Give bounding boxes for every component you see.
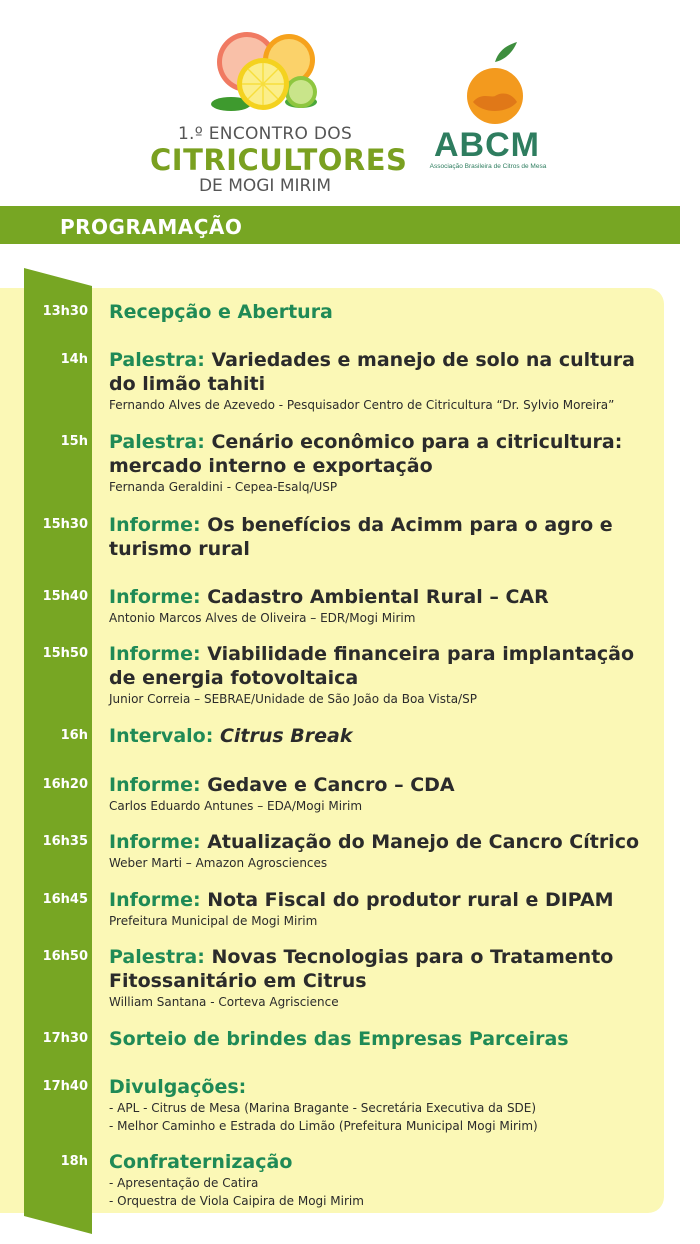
item-title-line2: Fitossanitário em Citrus — [109, 970, 367, 992]
programacao-banner — [0, 206, 680, 244]
item-kind: Informe: — [109, 774, 201, 796]
item-title-line1: Cenário econômico para a citricultura: — [211, 431, 623, 453]
event-title-line2: CITRICULTORES — [150, 143, 408, 177]
item-kind: Informe: — [109, 514, 201, 536]
citrus-fruits-illustration — [205, 22, 325, 117]
time-label: 16h50 — [42, 949, 88, 964]
item-speaker: Fernando Alves de Azevedo - Pesquisador Centro de Citricultura “Dr. Sylvio Moreira” — [109, 398, 615, 412]
item-title — [109, 348, 669, 372]
item-kind: Intervalo: — [109, 725, 214, 747]
item-detail-2: - Orquestra de Viola Caipira de Mogi Mirim — [109, 1194, 364, 1208]
time-label: 14h — [60, 352, 88, 367]
item-title — [109, 830, 669, 854]
item-title — [109, 585, 669, 609]
item-title-line1: Cadastro Ambiental Rural – CAR — [207, 586, 549, 608]
event-title-line3: DE MOGI MIRIM — [198, 176, 332, 196]
item-detail-1: - APL - Citrus de Mesa (Marina Bragante - Secretária Executiva da SDE) — [109, 1101, 537, 1115]
item-title-line1: Variedades e manejo de solo na cultura — [211, 349, 635, 371]
item-kind: Palestra: — [109, 431, 205, 453]
time-label: 13h30 — [42, 304, 88, 319]
item-heading: Confraternização — [109, 1151, 293, 1173]
item-heading: Sorteio de brindes das Empresas Parceiras — [109, 1028, 569, 1050]
time-label: 15h — [60, 434, 88, 449]
item-kind: Informe: — [109, 586, 201, 608]
time-label: 15h50 — [42, 646, 88, 661]
item-detail-2: - Melhor Caminho e Estrada do Limão (Prefeitura Municipal Mogi Mirim) — [109, 1119, 538, 1133]
time-label: 17h40 — [42, 1079, 88, 1094]
item-kind: Informe: — [109, 643, 201, 665]
item-title-line1: Nota Fiscal do produtor rural e DIPAM — [207, 889, 614, 911]
item-title — [109, 888, 669, 912]
item-speaker: Carlos Eduardo Antunes – EDA/Mogi Mirim — [109, 799, 363, 813]
time-label: 15h40 — [42, 589, 88, 604]
abcm-name: ABCM — [434, 126, 540, 164]
time-label: 16h — [60, 728, 88, 743]
item-title-line1: Viabilidade financeira para implantação — [207, 643, 635, 665]
item-kind: Informe: — [109, 889, 201, 911]
item-title — [109, 945, 669, 969]
time-label: 16h35 — [42, 834, 88, 849]
item-title — [109, 724, 669, 748]
item-kind: Palestra: — [109, 946, 205, 968]
time-label: 17h30 — [42, 1031, 88, 1046]
item-title-line2: de energia fotovoltaica — [109, 667, 359, 689]
item-title — [109, 513, 669, 537]
abcm-subtitle: Associação Brasileira de Citros de Mesa — [429, 163, 547, 170]
item-title-line1: Citrus Break — [219, 725, 353, 747]
time-label: 16h45 — [42, 892, 88, 907]
time-label: 18h — [60, 1154, 88, 1169]
item-kind: Informe: — [109, 831, 201, 853]
time-label: 15h30 — [42, 517, 88, 532]
item-title — [109, 642, 669, 666]
item-heading: Recepção e Abertura — [109, 301, 333, 323]
item-title-line2: do limão tahiti — [109, 373, 266, 395]
event-title-line1: 1.º ENCONTRO DOS — [177, 124, 353, 144]
header — [0, 0, 700, 205]
abcm-logo-icon — [455, 40, 535, 130]
item-title — [109, 430, 669, 454]
item-title-line2: turismo rural — [109, 538, 250, 560]
item-speaker: William Santana - Corteva Agriscience — [109, 995, 339, 1009]
item-speaker: Weber Marti – Amazon Agrosciences — [109, 856, 328, 870]
item-detail-1: - Apresentação de Catira — [109, 1176, 259, 1190]
item-title-line1: Gedave e Cancro – CDA — [207, 774, 455, 796]
banner-title: PROGRAMAÇÃO — [60, 215, 243, 239]
item-speaker: Junior Correia – SEBRAE/Unidade de São João da Boa Vista/SP — [109, 692, 477, 706]
item-title-line1: Novas Tecnologias para o Tratamento — [211, 946, 614, 968]
item-speaker: Prefeitura Municipal de Mogi Mirim — [109, 914, 318, 928]
item-title-line1: Os benefícios da Acimm para o agro e — [207, 514, 613, 536]
item-kind: Palestra: — [109, 349, 205, 371]
item-speaker: Fernanda Geraldini - Cepea-Esalq/USP — [109, 480, 338, 494]
item-speaker: Antonio Marcos Alves de Oliveira – EDR/Mogi Mirim — [109, 611, 416, 625]
item-title-line2: mercado interno e exportação — [109, 455, 433, 477]
item-title-line1: Atualização do Manejo de Cancro Cítrico — [207, 831, 640, 853]
time-label: 16h20 — [42, 777, 88, 792]
event-title — [150, 124, 408, 196]
item-heading: Divulgações: — [109, 1076, 247, 1098]
item-title — [109, 773, 669, 797]
